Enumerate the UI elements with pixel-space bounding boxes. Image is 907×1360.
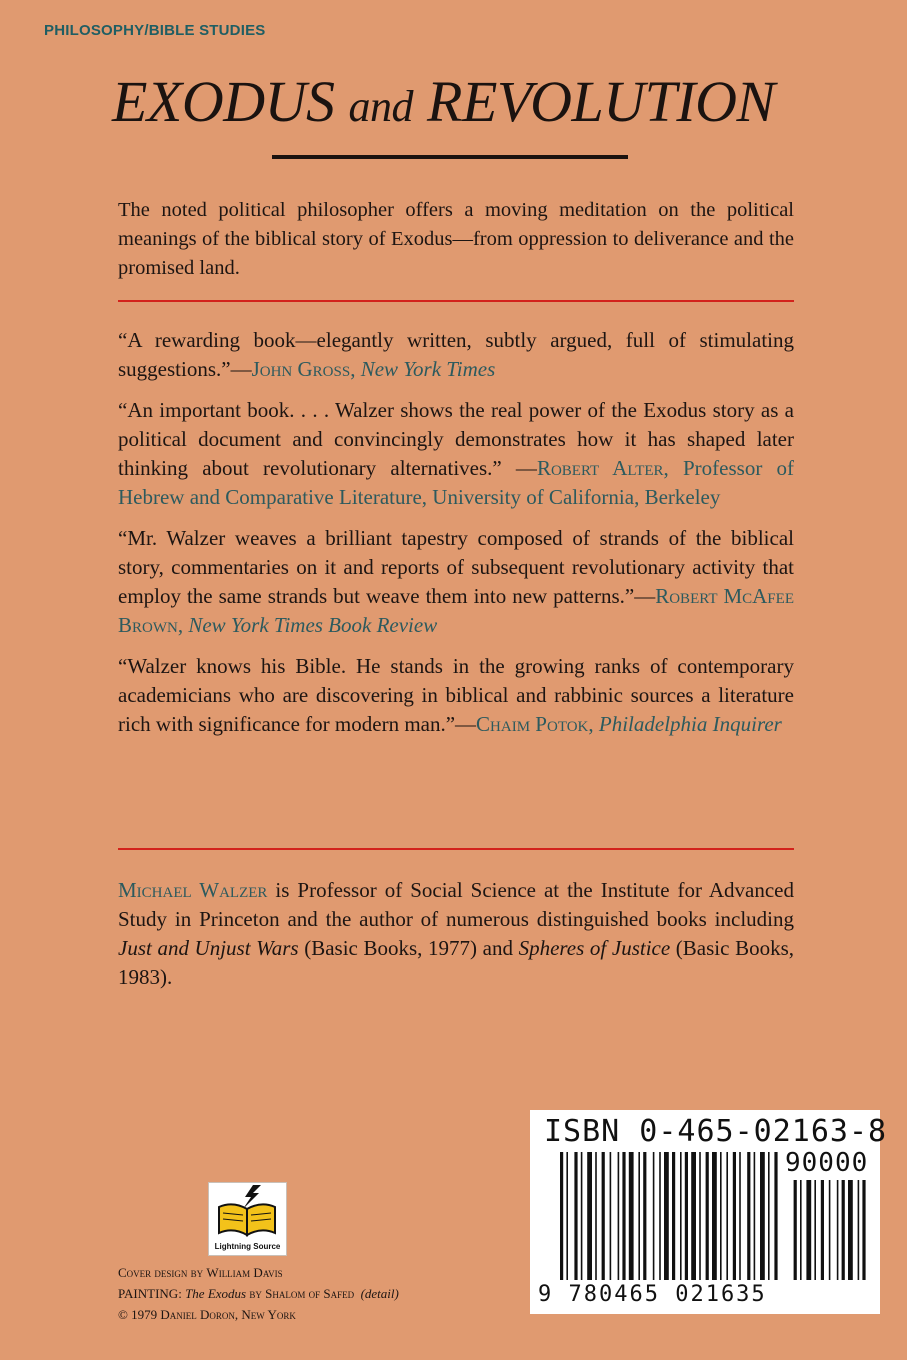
quote: “Mr. Walzer weaves a brilliant tapestry composed of strands of the biblical story, commentaries on it and reports of subsequent revolutionary activity that employ the same strands but weave them into new patterns.”—Robert McAfee Brown, New York Times Book Review (118, 526, 794, 637)
quote: “An important book. . . . Walzer shows the real power of the Exodus story as a political document and convincingly demonstrates how it has shaped later thinking about revolutionary alternatives.” —Robert Alter, Professor of Hebrew and Comparative Literature, University of California, Berkeley (118, 398, 794, 509)
category-label: PHILOSOPHY/BIBLE STUDIES (44, 22, 266, 39)
isbn-number: ISBN 0-465-02163-8 (544, 1114, 888, 1149)
quote-author: John Gross (251, 357, 351, 381)
bio-book-1: Just and Unjust Wars (118, 936, 299, 960)
designer-name: William Davis (206, 1265, 283, 1280)
painter-name: Shalom of Safed (265, 1286, 355, 1301)
bio-book-2: Spheres of Justice (518, 936, 671, 960)
quote-text: “Mr. Walzer weaves a brilliant tapestry composed of strands of the biblical story, commentaries on it and reports of subsequent revolutionary activity that employ the same strands but weave them into new patterns.”— (118, 526, 794, 608)
credit-painting (118, 1283, 518, 1304)
title-part-1: EXODUS (112, 69, 335, 134)
painting-title: The Exodus (185, 1286, 247, 1301)
painting-detail: (detail) (360, 1286, 399, 1301)
bio-text-2: (Basic Books, 1977) and (298, 936, 519, 960)
bio-text-1: is Professor of Social Science at the Institute for Advanced Study in Princeton and the author of numerous distinguished books including (118, 878, 794, 931)
quote-source: Philadelphia Inquirer (598, 712, 782, 736)
quote-author: Robert McAfee Brown (118, 584, 794, 637)
open-book-lightning-icon (209, 1183, 286, 1243)
divider-top (118, 300, 794, 302)
title-part-2: and (348, 82, 414, 131)
design-label: Cover design by (118, 1265, 204, 1280)
quote-text: “Walzer knows his Bible. He stands in the growing ranks of contemporary academicians who are discovering in biblical and rabbinic sources a literature rich with significance for modern man.”— (118, 654, 794, 736)
quote: “Walzer knows his Bible. He stands in the growing ranks of contemporary academicians who are discovering in biblical and rabbinic sources a literature rich with significance for modern man.”—Chaim Potok, Philadelphia Inquirer (118, 654, 794, 736)
ean-number: 9 780465 021635 (538, 1282, 767, 1307)
painting-by: by (249, 1286, 262, 1301)
quote-author: Chaim Potok (476, 712, 589, 736)
publisher-logo (208, 1182, 287, 1256)
author-bio (118, 876, 794, 992)
quote-source: Professor of Hebrew and Comparative Literature, University of California, Berkeley (118, 456, 794, 509)
quote-text: “A rewarding book—elegantly written, subtly argued, full of stimulating suggestions.”— (118, 328, 794, 381)
credit-design (118, 1262, 518, 1283)
cover-credits (118, 1262, 518, 1325)
quotes-section (118, 326, 794, 751)
quote-author: Robert Alter (536, 456, 664, 480)
credit-copyright: © 1979 Daniel Doron, New York (118, 1307, 296, 1322)
title-part-3: REVOLUTION (427, 69, 775, 134)
logo-label: Lightning Source (214, 1242, 281, 1251)
bio-text-3: (Basic Books, 1983). (118, 936, 794, 989)
quote-text: “An important book. . . . Walzer shows the real power of the Exodus story as a political document and convincingly demonstrates how it has shaped later thinking about revolutionary alternatives.” — (118, 398, 794, 480)
quote-source: New York Times Book Review (188, 613, 438, 637)
divider-bottom (118, 848, 794, 850)
bio-author: Michael Walzer (118, 878, 268, 902)
book-title (112, 70, 802, 139)
quote: “A rewarding book—elegantly written, subtly argued, full of stimulating suggestions.”—John Gross, New York Times (118, 328, 794, 381)
price-code: 90000 (785, 1148, 869, 1178)
blurb: The noted political philosopher offers a moving meditation on the political meanings of the biblical story of Exodus—from oppression to deliverance and the promised land. (118, 199, 794, 279)
title-rule (272, 155, 628, 159)
isbn-barcode (530, 1110, 888, 1314)
painting-label: PAINTING: (118, 1286, 182, 1301)
quote-source: New York Times (360, 357, 496, 381)
